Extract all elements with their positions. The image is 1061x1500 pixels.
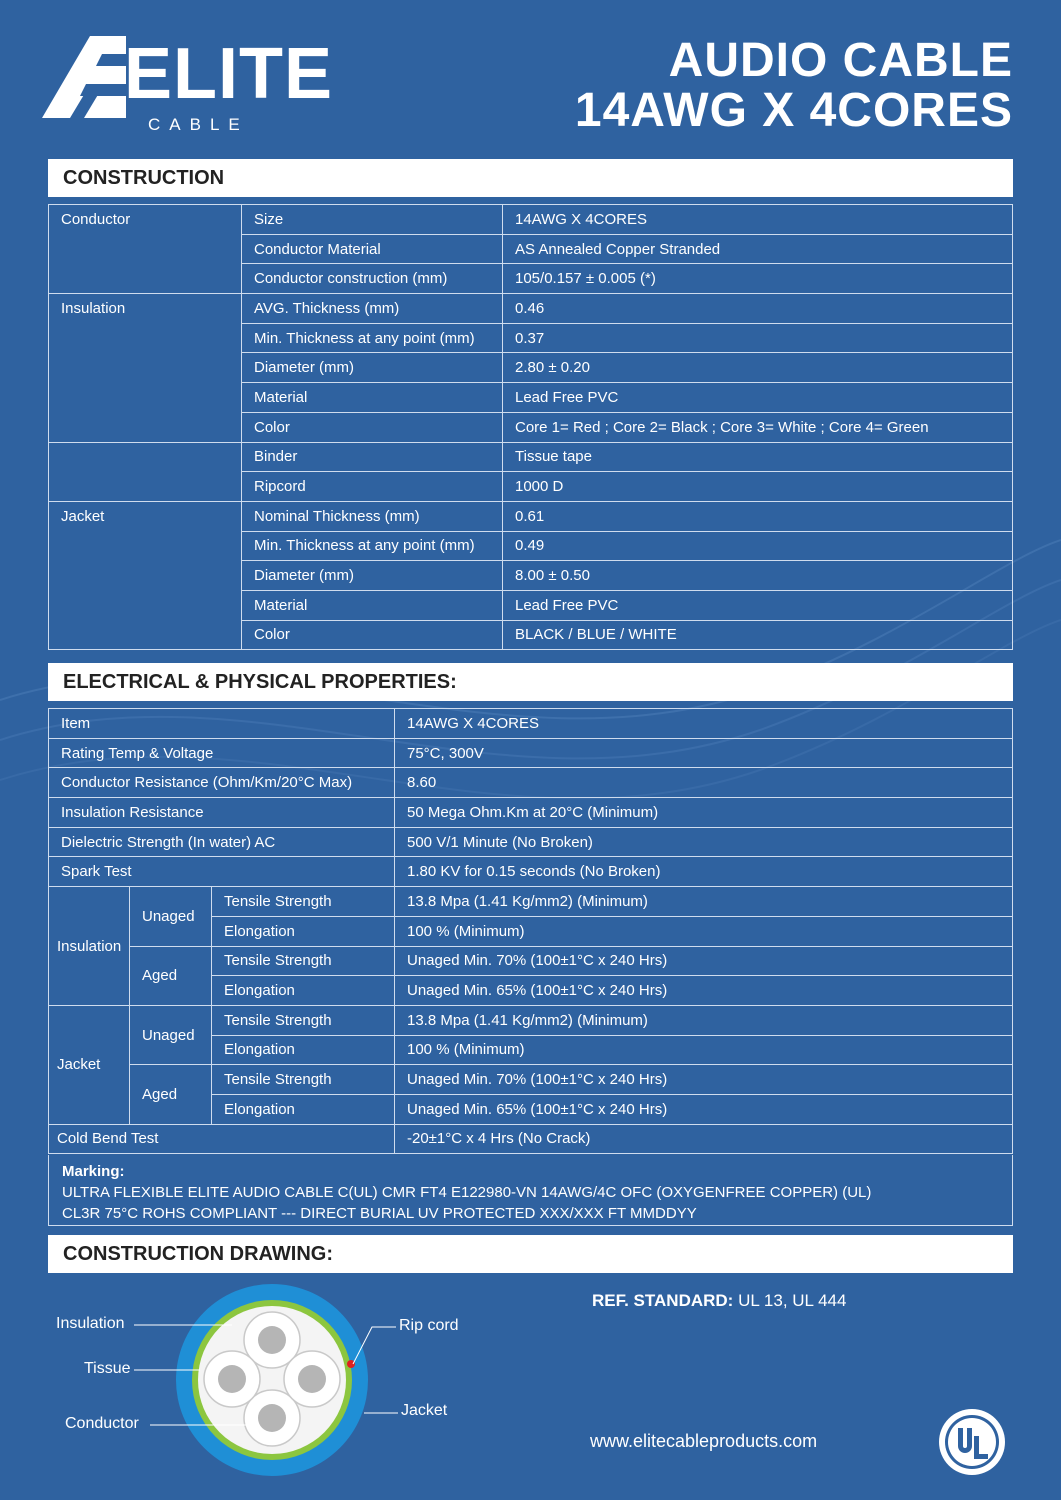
value-cell: 1000 D — [503, 472, 1013, 502]
table-row — [49, 1065, 1013, 1095]
table-row — [49, 294, 1013, 324]
ul-certification-icon — [936, 1406, 1008, 1478]
ripcord-dot — [347, 1360, 355, 1368]
param-cell: Color — [242, 620, 503, 650]
param-cell: Diameter (mm) — [242, 353, 503, 383]
property-value-cell: 50 Mega Ohm.Km at 20°C (Minimum) — [395, 798, 1013, 828]
property-value-cell: -20±1°C x 4 Hrs (No Crack) — [395, 1124, 1013, 1154]
prop-cell: Tensile Strength — [212, 946, 395, 976]
marking-line-2: CL3R 75°C ROHS COMPLIANT --- DIRECT BURIAL UV PROTECTED XXX/XXX FT MMDDYY — [62, 1205, 697, 1222]
table-row — [49, 946, 1013, 976]
group-cell: Conductor — [49, 205, 242, 294]
table-row — [49, 798, 1013, 828]
marking-line-1: ULTRA FLEXIBLE ELITE AUDIO CABLE C(UL) CMR FT4 E122980-VN 14AWG/4C OFC (OXYGENFREE COPPER) (UL) — [62, 1184, 872, 1201]
value-cell: 0.37 — [503, 323, 1013, 353]
cable-cross-section-drawing — [0, 1280, 1061, 1500]
property-value-cell: 500 V/1 Minute (No Broken) — [395, 827, 1013, 857]
property-value-cell: Unaged Min. 70% (100±1°C x 240 Hrs) — [395, 1065, 1013, 1095]
value-cell: Lead Free PVC — [503, 383, 1013, 413]
label-ripcord: Rip cord — [399, 1317, 459, 1334]
param-cell: Conductor construction (mm) — [242, 264, 503, 294]
property-label-cell: Spark Test — [49, 857, 395, 887]
drawing-heading: CONSTRUCTION DRAWING: — [48, 1235, 1013, 1273]
table-row — [49, 857, 1013, 887]
param-cell: Material — [242, 590, 503, 620]
property-value-cell: 100 % (Minimum) — [395, 1035, 1013, 1065]
brand-logo — [40, 34, 334, 134]
prop-cell: Elongation — [212, 1094, 395, 1124]
property-label-cell: Item — [49, 709, 395, 739]
table-row — [49, 1005, 1013, 1035]
table-row — [49, 709, 1013, 739]
value-cell: Core 1= Red ; Core 2= Black ; Core 3= White ; Core 4= Green — [503, 412, 1013, 442]
param-cell: Nominal Thickness (mm) — [242, 501, 503, 531]
table-row — [49, 501, 1013, 531]
marking-block — [48, 1155, 1013, 1226]
title-line-1: AUDIO CABLE — [668, 34, 1013, 87]
group-cell: Jacket — [49, 1005, 130, 1124]
param-cell: Diameter (mm) — [242, 561, 503, 591]
value-cell: 14AWG X 4CORES — [503, 205, 1013, 235]
title-line-2: 14AWG X 4CORES — [574, 84, 1013, 137]
param-cell: AVG. Thickness (mm) — [242, 294, 503, 324]
value-cell: BLACK / BLUE / WHITE — [503, 620, 1013, 650]
website-url: www.elitecableproducts.com — [590, 1431, 818, 1451]
table-row — [49, 205, 1013, 235]
value-cell: 0.46 — [503, 294, 1013, 324]
electrical-heading: ELECTRICAL & PHYSICAL PROPERTIES: — [48, 663, 1013, 701]
param-cell: Min. Thickness at any point (mm) — [242, 323, 503, 353]
subgroup-cell: Unaged — [130, 1005, 212, 1064]
property-value-cell: Unaged Min. 65% (100±1°C x 240 Hrs) — [395, 976, 1013, 1006]
property-value-cell: 14AWG X 4CORES — [395, 709, 1013, 739]
value-cell: 105/0.157 ± 0.005 (*) — [503, 264, 1013, 294]
param-cell: Color — [242, 412, 503, 442]
page-title — [575, 36, 1013, 136]
table-row — [49, 887, 1013, 917]
value-cell: 8.00 ± 0.50 — [503, 561, 1013, 591]
param-cell: Binder — [242, 442, 503, 472]
property-label-cell: Dielectric Strength (In water) AC — [49, 827, 395, 857]
prop-cell: Tensile Strength — [212, 1065, 395, 1095]
param-cell: Size — [242, 205, 503, 235]
property-label-cell: Conductor Resistance (Ohm/Km/20°C Max) — [49, 768, 395, 798]
group-cell — [49, 442, 242, 501]
property-label-cell: Rating Temp & Voltage — [49, 738, 395, 768]
brand-name: ELITE — [124, 34, 334, 114]
prop-cell: Tensile Strength — [212, 887, 395, 917]
ref-standard-value: UL 13, UL 444 — [738, 1291, 847, 1310]
prop-cell: Elongation — [212, 1035, 395, 1065]
prop-cell: Elongation — [212, 916, 395, 946]
table-row — [49, 768, 1013, 798]
property-label-cell: Cold Bend Test — [49, 1124, 395, 1154]
property-value-cell: 75°C, 300V — [395, 738, 1013, 768]
property-value-cell: 13.8 Mpa (1.41 Kg/mm2) (Minimum) — [395, 1005, 1013, 1035]
marking-label: Marking: — [62, 1163, 125, 1180]
prop-cell: Elongation — [212, 976, 395, 1006]
property-value-cell: 13.8 Mpa (1.41 Kg/mm2) (Minimum) — [395, 887, 1013, 917]
table-row — [49, 738, 1013, 768]
group-cell: Insulation — [49, 294, 242, 442]
param-cell: Min. Thickness at any point (mm) — [242, 531, 503, 561]
logo-mark-icon — [40, 34, 130, 124]
construction-table — [48, 204, 1013, 650]
param-cell: Material — [242, 383, 503, 413]
property-value-cell: Unaged Min. 70% (100±1°C x 240 Hrs) — [395, 946, 1013, 976]
label-tissue: Tissue — [84, 1360, 131, 1377]
prop-cell: Tensile Strength — [212, 1005, 395, 1035]
group-cell: Insulation — [49, 887, 130, 1006]
brand-sub: CABLE — [148, 115, 249, 134]
table-row — [49, 442, 1013, 472]
subgroup-cell: Unaged — [130, 887, 212, 946]
ref-standard-label: REF. STANDARD: — [592, 1291, 734, 1310]
table-row — [49, 1124, 1013, 1154]
value-cell: Lead Free PVC — [503, 590, 1013, 620]
value-cell: 0.49 — [503, 531, 1013, 561]
construction-heading: CONSTRUCTION — [48, 159, 1013, 197]
value-cell: Tissue tape — [503, 442, 1013, 472]
property-value-cell: 8.60 — [395, 768, 1013, 798]
group-cell: Jacket — [49, 501, 242, 649]
param-cell: Conductor Material — [242, 234, 503, 264]
property-value-cell: 1.80 KV for 0.15 seconds (No Broken) — [395, 857, 1013, 887]
property-value-cell: Unaged Min. 65% (100±1°C x 240 Hrs) — [395, 1094, 1013, 1124]
value-cell: AS Annealed Copper Stranded — [503, 234, 1013, 264]
ref-standard — [592, 1291, 846, 1311]
table-row — [49, 827, 1013, 857]
electrical-table — [48, 708, 1013, 1154]
subgroup-cell: Aged — [130, 1065, 212, 1124]
property-value-cell: 100 % (Minimum) — [395, 916, 1013, 946]
value-cell: 2.80 ± 0.20 — [503, 353, 1013, 383]
property-label-cell: Insulation Resistance — [49, 798, 395, 828]
label-jacket: Jacket — [401, 1402, 448, 1419]
subgroup-cell: Aged — [130, 946, 212, 1005]
label-conductor: Conductor — [65, 1415, 139, 1432]
param-cell: Ripcord — [242, 472, 503, 502]
value-cell: 0.61 — [503, 501, 1013, 531]
label-insulation: Insulation — [56, 1315, 125, 1332]
